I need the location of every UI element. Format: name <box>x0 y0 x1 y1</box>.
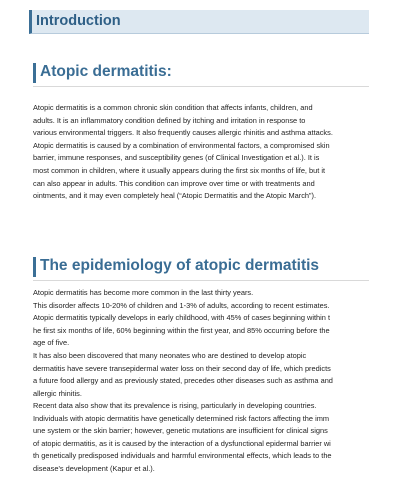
paragraph-atopic-dermatitis <box>33 102 373 203</box>
section-heading-atopic-dermatitis <box>33 61 369 85</box>
text-line: disease's development (Kapur et al.). <box>33 463 155 473</box>
paragraph-epidemiology-2 <box>33 350 373 400</box>
intro-heading: Introduction <box>36 13 121 29</box>
paragraph-epidemiology-3 <box>33 400 373 476</box>
text-line: It has also been discovered that many neonates who are destined to develop atopic <box>33 351 307 360</box>
section-title: The epidemiology of atopic dermatitis <box>40 257 320 274</box>
text-line: adults. It is an inflammatory condition defined by itching and irritation in response to <box>33 115 306 125</box>
heading-rule <box>33 86 369 87</box>
text-line: allergic rhinitis. <box>33 388 82 398</box>
text-line: he first six months of life, 60% beginning within the first year, and 85% occurring before the <box>33 325 330 335</box>
section-heading-epidemiology <box>33 255 369 279</box>
text-line: age of five. <box>33 338 70 348</box>
text-line: various environmental triggers. It also frequently causes allergic rhinitis and asthma attacks. <box>33 128 333 138</box>
text-line: Atopic dermatitis is caused by a combination of environmental factors, a compromised skin <box>33 140 330 150</box>
section-title: Atopic dermatitis: <box>40 63 172 80</box>
text-line: a future food allergy and as previously stated, precedes other diseases such as asthma and <box>33 376 333 386</box>
text-line: of atopic dermatitis, as it is caused by the interaction of a dysfunctional epidermal barrier wi <box>33 438 331 448</box>
text-line: Atopic dermatitis is a common chronic skin condition that affects infants, children, and <box>33 103 313 112</box>
text-line: can also appear in adults. This condition can improve over time or with treatments and <box>33 178 315 188</box>
text-line: most common in children, where it usually appears during the first six months of life, but it <box>33 165 326 175</box>
text-line: barrier, immune responses, and susceptibility genes (of Clinical Investigation et al.). It is <box>33 153 320 163</box>
paragraph-epidemiology-1 <box>33 287 373 350</box>
heading-accent-bar <box>33 257 36 277</box>
text-line: Individuals with atopic dermatitis have genetically determined risk factors affecting the imm <box>33 413 330 423</box>
text-line: Recent data also show that its prevalence is rising, particularly in developing countries. <box>33 401 317 410</box>
text-line: th genetically predisposed individuals and harmful environmental effects, which leads to the <box>33 451 332 461</box>
text-line: dermatitis have severe transepidermal water loss on their second day of life, which predicts <box>33 363 331 373</box>
text-line: une system or the skin barrier; however, genetic mutations are insufficient for clinical signs <box>33 426 328 436</box>
heading-rule <box>33 280 369 281</box>
heading-accent-bar <box>33 63 36 83</box>
text-line: ointments, and it may even completely heal (“Atopic Dermatitis and the Atopic March”). <box>33 191 317 201</box>
text-line: This disorder affects 10-20% of children and 1-3% of adults, according to recent estimates. <box>33 300 330 310</box>
intro-heading-bar <box>29 10 369 34</box>
text-line: Atopic dermatitis has become more common in the last thirty years. <box>33 288 254 297</box>
text-line: Atopic dermatitis typically develops in early childhood, with 45% of cases beginning within t <box>33 313 331 323</box>
